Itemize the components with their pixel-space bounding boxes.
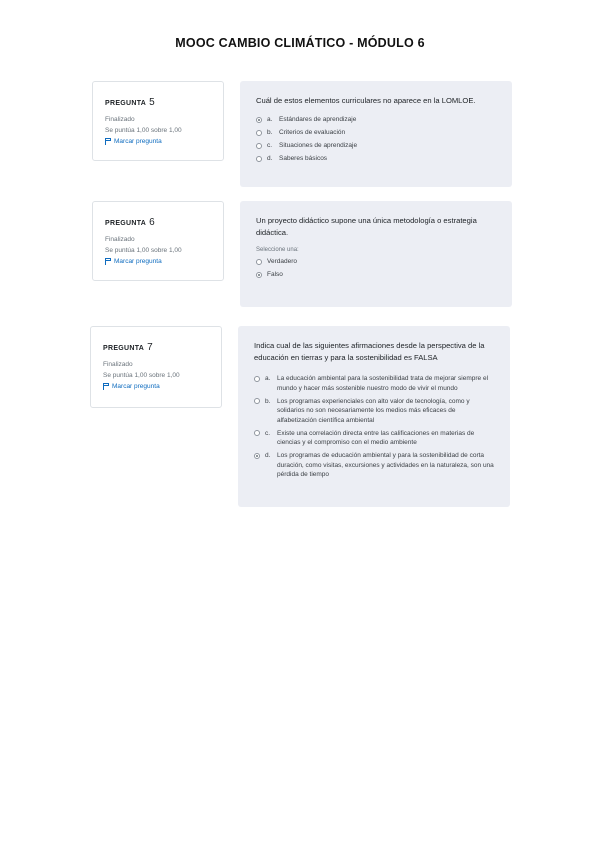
flag-question-link[interactable] (105, 258, 211, 265)
question-label: PREGUNTA (105, 100, 147, 107)
question-text: Cuál de estos elementos curriculares no aparece en la LOMLOE. (256, 96, 476, 105)
answer-letter: a. (267, 116, 273, 123)
flag-question-label: Marcar pregunta (114, 258, 162, 265)
radio-button[interactable] (254, 430, 260, 436)
answer-option[interactable] (254, 429, 494, 448)
answer-option[interactable] (254, 397, 494, 426)
flag-icon (105, 138, 111, 145)
question-content (240, 81, 512, 187)
answer-text: Falso (267, 271, 283, 278)
question-number: 6 (149, 217, 155, 228)
answer-text: Saberes básicos (279, 155, 328, 162)
question-heading (103, 337, 209, 355)
question-heading (105, 212, 211, 230)
answer-option[interactable] (256, 257, 496, 267)
answer-option[interactable] (256, 128, 496, 138)
answer-option[interactable] (256, 270, 496, 280)
page-title: MOOC CAMBIO CLIMÁTICO - MÓDULO 6 (175, 36, 425, 50)
answer-option[interactable] (256, 141, 496, 151)
answer-prompt: Seleccione una: (256, 247, 299, 253)
question-content (240, 201, 512, 307)
radio-button[interactable] (256, 259, 262, 265)
answer-text: Estándares de aprendizaje (279, 116, 357, 123)
flag-icon (105, 258, 111, 265)
question-label: PREGUNTA (103, 345, 145, 352)
answer-letter: a. (265, 375, 271, 382)
flag-question-label: Marcar pregunta (114, 138, 162, 145)
radio-button[interactable] (254, 376, 260, 382)
answer-option[interactable] (254, 451, 494, 480)
question-number: 7 (147, 342, 153, 353)
question-info-card (92, 81, 224, 161)
question-state: Finalizado (105, 116, 135, 123)
flag-question-link[interactable] (105, 138, 211, 145)
answer-text: Verdadero (267, 258, 297, 265)
question-content (238, 326, 510, 507)
answer-text: Situaciones de aprendizaje (279, 142, 358, 149)
answer-option[interactable] (254, 374, 494, 393)
flag-icon (103, 383, 109, 390)
radio-button[interactable] (256, 156, 262, 162)
radio-button[interactable] (256, 272, 262, 278)
answer-option[interactable] (256, 154, 496, 164)
answer-text: Los programas de educación ambiental y para la sostenibilidad de corta duración, como visitas, excursiones y actividades en la naturaleza, son una pérdida de tiempo (277, 452, 494, 478)
flag-question-link[interactable] (103, 383, 209, 390)
answer-list (254, 374, 494, 480)
question-state: Finalizado (103, 361, 133, 368)
question-label: PREGUNTA (105, 220, 147, 227)
question-info-card (92, 201, 224, 281)
answer-list (256, 115, 496, 164)
question-number: 5 (149, 97, 155, 108)
answer-letter: b. (265, 397, 271, 405)
question-text: Un proyecto didáctico supone una única metodología o estrategia didáctica. (256, 216, 477, 237)
question-grade: Se puntúa 1,00 sobre 1,00 (105, 247, 182, 254)
radio-button[interactable] (256, 130, 262, 136)
answer-letter: d. (267, 155, 273, 162)
answer-letter: c. (265, 429, 271, 437)
answer-text: Los programas experienciales con alto valor de tecnología, como y solidarios no son necesariamente los medios más eficaces de alfabetización científica ambiental (277, 397, 470, 424)
radio-button[interactable] (254, 453, 260, 459)
answer-text: Existe una correlación directa entre las calificaciones en materias de ciencias y el compromiso con el medio ambiente (277, 429, 475, 446)
radio-button[interactable] (254, 398, 260, 404)
question-grade: Se puntúa 1,00 sobre 1,00 (105, 127, 182, 134)
answer-letter: b. (267, 129, 273, 136)
question-state: Finalizado (105, 236, 135, 243)
question-heading (105, 92, 211, 110)
answer-letter: c. (267, 142, 273, 149)
question-grade: Se puntúa 1,00 sobre 1,00 (103, 372, 180, 379)
radio-button[interactable] (256, 117, 262, 123)
answer-text: La educación ambiental para la sostenibilidad trata de mejorar siempre el mundo y hacer más sostenible nuestro modo de vivir el mundo (277, 375, 489, 392)
question-info-card (90, 326, 222, 408)
flag-question-label: Marcar pregunta (112, 383, 160, 390)
question-text: Indica cual de las siguientes afirmaciones desde la perspectiva de la educación en tierras y para la sostenibilidad es FALSA (254, 341, 485, 362)
answer-letter: d. (265, 452, 271, 459)
radio-button[interactable] (256, 143, 262, 149)
answer-list (256, 257, 496, 280)
answer-option[interactable] (256, 115, 496, 125)
answer-text: Criterios de evaluación (279, 129, 346, 136)
